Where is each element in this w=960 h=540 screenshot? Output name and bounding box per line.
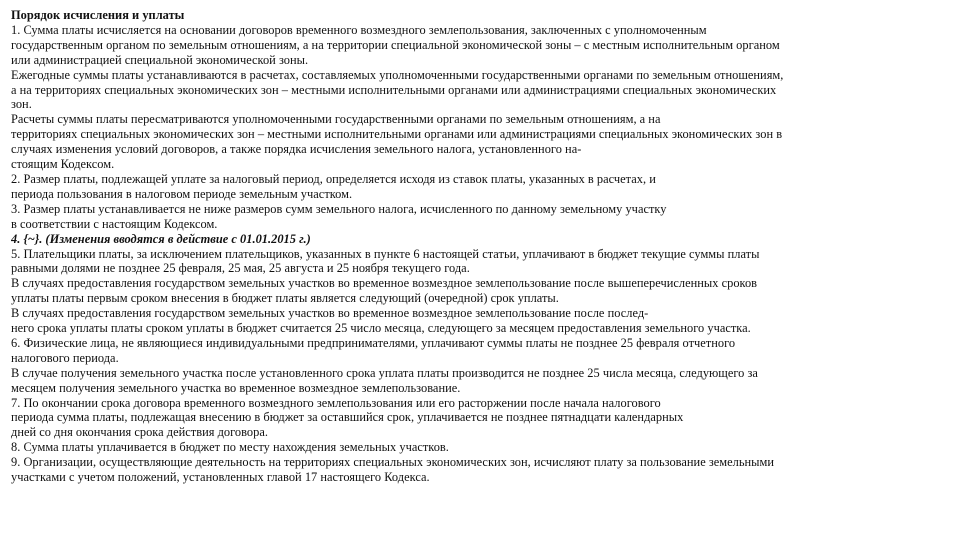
document-title: Порядок исчисления и уплаты [11, 8, 185, 22]
text-line: равными долями не позднее 25 февраля, 25 мая, 25 августа и 25 ноября текущего года. [11, 261, 470, 276]
text-line: 9. Организации, осуществляющие деятельность на территориях специальных экономических зон, исчисляют плату за пользование земельными [11, 455, 775, 470]
text-line: Расчеты суммы платы пересматриваются уполномоченными государственными органами по земельным отношениям, а на [11, 112, 661, 127]
text-line: 6. Физические лица, не являющиеся индивидуальными предпринимателями, уплачивают суммы платы не позднее 25 февраля отчетного [11, 335, 736, 350]
text-line: В случаях предоставления государством земельных участков во временное возмездное землепользование после послед- [11, 306, 649, 321]
text-line: случаях изменения условий договоров, а также порядка исчисления земельного налога, установленного на- [11, 142, 582, 157]
text-line: участками с учетом положений, установленных главой 17 настоящего Кодекса. [11, 470, 430, 485]
text-line: территориях специальных экономических зон – местными исполнительными органами или администрациями специальных экономических зон в [11, 127, 783, 142]
text-line: уплаты платы первым сроком внесения в бюджет платы является следующий (очередной) срок уплаты. [11, 291, 559, 306]
text-line: 2. Размер платы, подлежащей уплате за налоговый период, определяется исходя из ставок платы, указанных в расчетах, и [11, 171, 656, 186]
text-line: В случае получения земельного участка после установленного срока уплата платы производится не позднее 25 числа месяца, следующего за [11, 365, 758, 380]
text-line: в соответствии с настоящим Кодексом. [11, 216, 218, 231]
text-line: периода сумма платы, подлежащая внесению в бюджет за оставшийся срок, уплачивается не позднее пятнадцати календарных [11, 410, 684, 425]
text-line: 5. Плательщики платы, за исключением плательщиков, указанных в пункте 6 настоящей статьи, уплачивают в бюджет текущие суммы платы [11, 246, 760, 261]
text-line: налогового периода. [11, 350, 119, 365]
document-body [11, 8, 953, 485]
text-line: стоящим Кодексом. [11, 157, 115, 172]
text-line: дней со дня окончания срока действия договора. [11, 425, 268, 440]
text-line: или администрацией специальной экономической зоны. [11, 52, 309, 67]
text-line: месяцем получения земельного участка во временное возмездное землепользование. [11, 380, 461, 395]
text-line: 1. Сумма платы исчисляется на основании договоров временного возмездного землепользования, заключенных с уполномоченным [11, 22, 707, 37]
text-line: 3. Размер платы устанавливается не ниже размеров сумм земельного налога, исчисленного по данному земельному участку [11, 201, 667, 216]
text-line: него срока уплаты платы сроком уплаты в бюджет считается 25 число месяца, следующего за месяцем предоставления земельного участка. [11, 321, 751, 336]
text-line: В случаях предоставления государством земельных участков во временное возмездное землепользование после вышеперечисленных сроков [11, 276, 758, 291]
text-line: а на территориях специальных экономических зон – местными исполнительными органами или администрациями специальных экономических [11, 82, 777, 97]
text-line: 7. По окончании срока договора временного возмездного землепользования или его расторжении после начала налогового [11, 395, 661, 410]
text-line: 8. Сумма платы уплачивается в бюджет по месту нахождения земельных участков. [11, 440, 449, 455]
text-line: периода пользования в налоговом периоде земельным участком. [11, 186, 353, 201]
document-text [11, 23, 953, 485]
amendment-note-line: 4. {~}. (Изменения вводятся в действие с 01.01.2015 г.) [11, 231, 311, 246]
text-line: зон. [11, 97, 32, 112]
text-line: государственным органом по земельным отношениям, а на территории специальной экономической зоны – с местным исполнительным органом [11, 37, 780, 52]
text-line: Ежегодные суммы платы устанавливаются в расчетах, составляемых уполномоченными государственными органами по земельным отношениям, [11, 67, 784, 82]
